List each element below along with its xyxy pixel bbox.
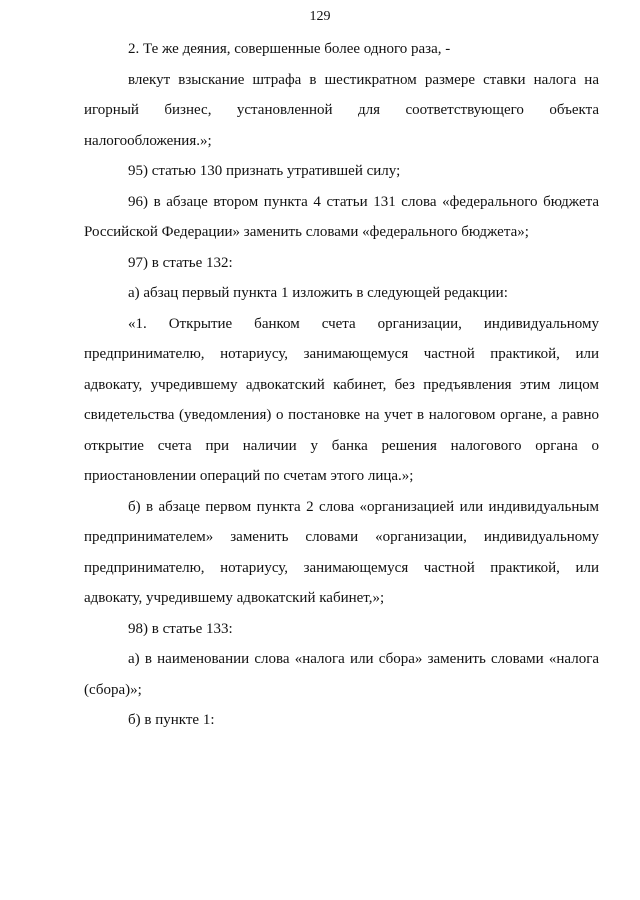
paragraph-item-98-b: б) в пункте 1: <box>128 712 215 728</box>
paragraph-item-96: 96) в абзаце втором пункта 4 статьи 131 слова «федерального бюджета Российской Федерации» заменить словами «федерального бюджета»; <box>84 193 599 240</box>
paragraph-item-95: 95) статью 130 признать утратившей силу; <box>128 163 401 179</box>
paragraph-penalty: влекут взыскание штрафа в шестикратном размере ставки налога на игорный бизнес, установленной для соответствующего объекта налогообложения.»; <box>84 71 599 149</box>
paragraph-quoted-new-text: «1. Открытие банком счета организации, индивидуальному предпринимателю, нотариусу, занимающемуся частной практикой, или адвокату, учредившему адвокатский кабинет, без предъявления этим лицом свидетельства (уведомления) о постановке на учет в налоговом органе, а равно открытие счета при наличии у банка решения налогового органа о приостановлении операций по счетам этого лица.»; <box>84 315 599 484</box>
paragraph-item-97: 97) в статье 132: <box>128 254 233 271</box>
paragraph-item-98-a: а) в наименовании слова «налога или сбора» заменить словами «налога (сбора)»; <box>84 651 599 698</box>
page-number: 129 <box>309 9 331 24</box>
paragraph-item-97-a: а) абзац первый пункта 1 изложить в следующей редакции: <box>128 285 508 301</box>
paragraph-repeat-offense: 2. Те же деяния, совершенные более одного раза, - <box>128 41 451 57</box>
document-body <box>84 34 599 736</box>
paragraph-item-97-b: б) в абзаце первом пункта 2 слова «организацией или индивидуальным предпринимателем» заменить словами «организации, индивидуальному предпринимателю, нотариусу, занимающемуся частной практикой, или адвокату, учредившему адвокатский кабинет,»; <box>84 498 599 606</box>
paragraph-item-98: 98) в статье 133: <box>128 620 233 637</box>
